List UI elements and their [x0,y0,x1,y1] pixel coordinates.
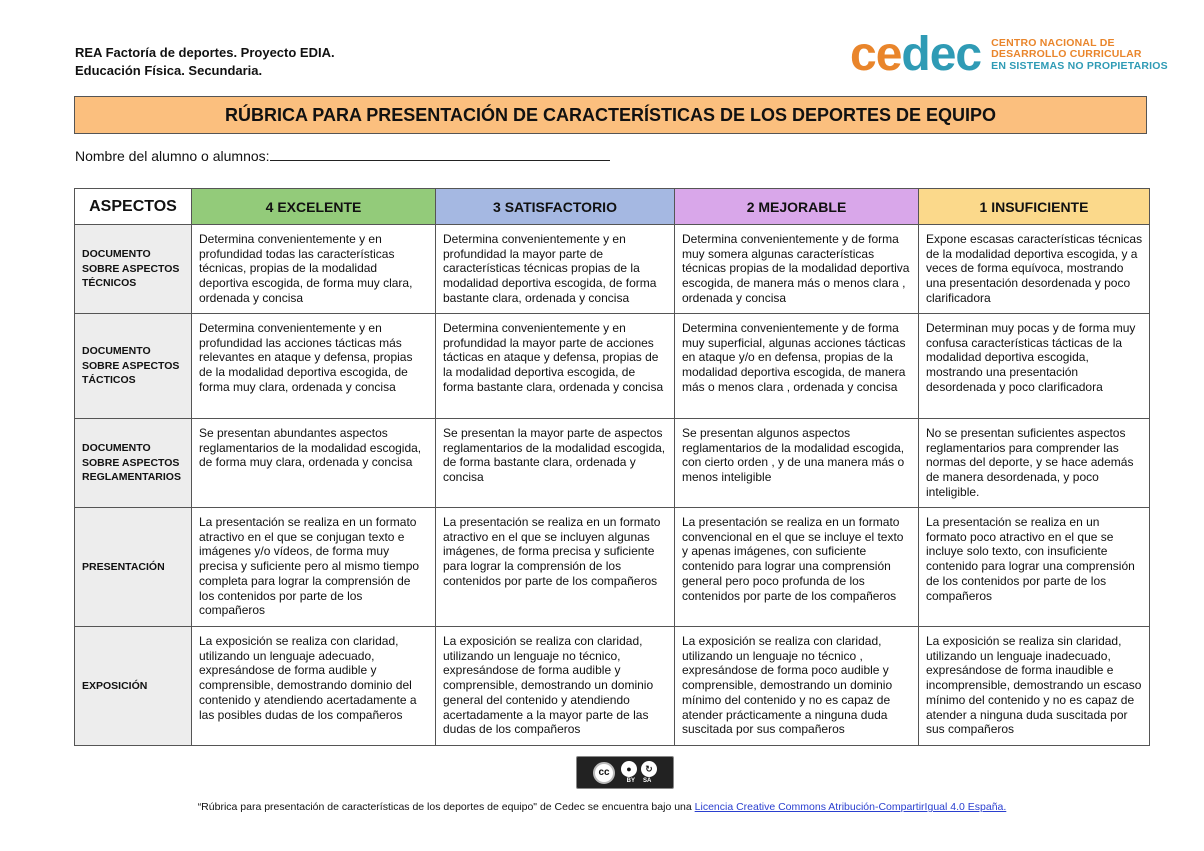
header-mejorable: 2 MEJORABLE [675,189,919,225]
table-cell: La presentación se realiza en un formato atractivo en el que se conjugan texto e imágenes y/o vídeos, de forma muy precisa y suficiente pero al mismo tiempo completa para lograr la comprensión de los contenidos por parte de los compañeros [192,508,436,627]
document-header [75,44,335,80]
cedec-logo-word: cedec [850,28,982,81]
table-header-row [75,189,1150,225]
header-insuficiente: 1 INSUFICIENTE [919,189,1150,225]
table-cell: Determina convenientemente y de forma muy superficial, algunas acciones tácticas en ataque y/o en defensa, propias de la modalidad deportiva escogida, de manera más o menos clara , ordenada y concisa [675,314,919,419]
cedec-logo [850,30,1168,80]
cedec-logo-subtitle: CENTRO NACIONAL DE DESARROLLO CURRICULAR EN SISTEMAS NO PROPIETARIOS [991,36,1168,72]
table-cell: La exposición se realiza sin claridad, utilizando un lenguaje inadecuado, expresándose de forma inaudible e incomprensible, demostrando un escaso mínimo del contenido y no es capaz de atender a ninguna duda suscitada por sus compañeros [919,627,1150,746]
header-satisfactorio: 3 SATISFACTORIO [436,189,675,225]
license-notice [0,801,1204,813]
header-excelente: 4 EXCELENTE [192,189,436,225]
rubric-table [74,188,1150,746]
aspect-label: DOCUMENTO SOBRE ASPECTOS TÁCTICOS [75,314,192,419]
table-cell: Determina convenientemente y en profundidad la mayor parte de acciones tácticas en ataque y defensa, propias de la modalidad deportiva escogida, de forma bastante clara, ordenada y concisa [436,314,675,419]
table-cell: Se presentan algunos aspectos reglamentarios de la modalidad escogida, con cierto orden , y de una manera más o menos inteligible [675,419,919,508]
table-cell: La exposición se realiza con claridad, utilizando un lenguaje no técnico , expresándose de forma poco audible y comprensible, demostrando un dominio mínimo del contenido y no es capaz de atender prácticamente a ninguna duda suscitada por sus compañeros [675,627,919,746]
attribution-icon: ● [621,761,637,777]
table-cell: La presentación se realiza en un formato atractivo en el que se incluyen algunas imágenes, de forma precisa y suficiente para lograr la comprensión de los contenidos por parte de los compañeros [436,508,675,627]
table-row [75,508,1150,627]
table-cell: Determina convenientemente y de forma muy somera algunas características técnicas propias de la modalidad deportiva escogida, de manera más o menos clara , ordenada y concisa [675,225,919,314]
table-cell: Expone escasas características técnicas de la modalidad deportiva escogida, y a veces de forma equívoca, mostrando una presentación desordenada y poco clarificadora [919,225,1150,314]
table-cell: La presentación se realiza en un formato convencional en el que se incluye el texto y apenas imágenes, con suficiente contenido para lograr una comprensión general pero poco profunda de los contenidos por parte de los compañeros [675,508,919,627]
aspect-label: PRESENTACIÓN [75,508,192,627]
aspect-label: EXPOSICIÓN [75,627,192,746]
rubric-title: RÚBRICA PARA PRESENTACIÓN DE CARACTERÍSTICAS DE LOS DEPORTES DE EQUIPO [74,96,1147,134]
cc-by-sa-badge[interactable] [576,756,674,789]
table-row [75,419,1150,508]
aspect-label: DOCUMENTO SOBRE ASPECTOS REGLAMENTARIOS [75,419,192,508]
by-tag: BY [626,778,635,784]
header-aspects: ASPECTOS [75,189,192,225]
table-row [75,627,1150,746]
sa-tag: SA [643,778,652,784]
student-name-field [75,146,610,164]
header-line-2: Educación Física. Secundaria. [75,63,263,78]
student-name-label: Nombre del alumno o alumnos: [75,148,270,164]
table-cell: La presentación se realiza en un formato poco atractivo en el que se incluye solo texto, con insuficiente contenido para lograr una comprensión de los contenidos por parte de los compañeros [919,508,1150,627]
table-cell: Determina convenientemente y en profundidad todas las características técnicas, propias de la modalidad deportiva escogida, de forma muy clara, ordenada y concisa [192,225,436,314]
table-cell: La exposición se realiza con claridad, utilizando un lenguaje no técnico, expresándose de forma audible y comprensible, demostrando un dominio general del contenido y atendiendo acertadamente a la mayor parte de las dudas de los compañeros [436,627,675,746]
header-line-1: REA Factoría de deportes. Proyecto EDIA. [75,45,335,60]
table-row [75,314,1150,419]
table-cell: No se presentan suficientes aspectos reglamentarios para comprender las normas del deporte, y se hace además de manera desordenada, y poco inteligible. [919,419,1150,508]
license-text: “Rúbrica para presentación de características de los deportes de equipo" de Cedec se encuentra bajo una [197,801,695,813]
table-cell: Se presentan la mayor parte de aspectos reglamentarios de la modalidad escogida, de forma bastante clara, ordenada y concisa [436,419,675,508]
table-row [75,225,1150,314]
table-cell: Determina convenientemente y en profundidad las acciones tácticas más relevantes en ataque y defensa, propias de la modalidad deportiva escogida, de forma muy clara, ordenada y concisa [192,314,436,419]
table-cell: Determinan muy pocas y de forma muy confusa características tácticas de la modalidad deportiva escogida, mostrando una presentación desordenada y poco clarificadora [919,314,1150,419]
student-name-line [270,146,610,161]
table-cell: Determina convenientemente y en profundidad la mayor parte de características técnicas propias de la modalidad deportiva escogida, de forma bastante clara, ordenada y concisa [436,225,675,314]
table-cell: Se presentan abundantes aspectos reglamentarios de la modalidad escogida, de forma muy clara, ordenada y concisa [192,419,436,508]
license-link[interactable]: Licencia Creative Commons Atribución-CompartirIgual 4.0 España. [694,801,1007,813]
table-cell: La exposición se realiza con claridad, utilizando un lenguaje adecuado, expresándose de forma audible y comprensible, demostrando dominio del contenido y atendiendo acertadamente a las posibles dudas de los compañeros [192,627,436,746]
cc-icon: cc [593,762,615,784]
aspect-label: DOCUMENTO SOBRE ASPECTOS TÉCNICOS [75,225,192,314]
share-alike-icon: ↻ [641,761,657,777]
